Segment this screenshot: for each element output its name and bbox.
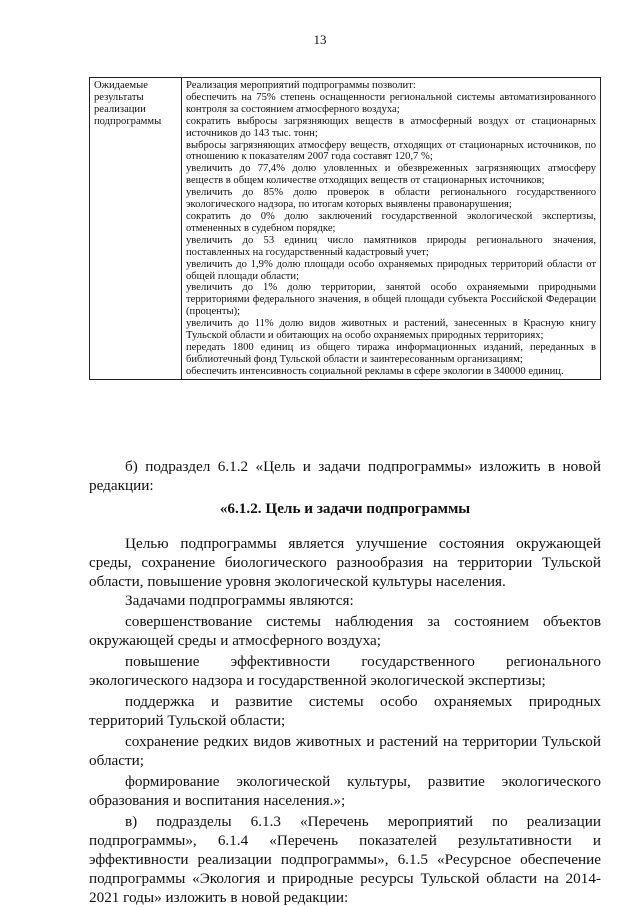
tasks-intro: Задачами подпрограммы являются: [125,592,354,609]
list-item: увеличить до 11% долю видов животных и растений, занесенных в Красную книгу Тульской области и обитающих на особо охраняемых природных территориях; [186,318,596,342]
list-item: выбросы загрязняющих атмосферу веществ, отходящих от стационарных источников, по отношению к показателям 2007 года составят 120,7 %; [186,139,596,163]
paragraph-v: в) подразделы 6.1.3 «Перечень мероприятий по реализации подпрограммы», 6.1.4 «Перечень показателей результативности и эффективности реализации подпрограммы», 6.1.5 «Ресурсное обеспечение подпрограммы «Экология и природные ресурсы Тульской области на 2014-2021 годы» изложить в новой редакции: [89,813,601,906]
list-item: сократить выбросы загрязняющих веществ в атмосферный воздух от стационарных источников до 143 тыс. тонн; [186,115,596,139]
section-heading: «6.1.2. Цель и задачи подпрограммы [219,500,471,517]
table-intro: Реализация мероприятий подпрограммы позволит: [186,80,416,91]
document-body [89,457,601,907]
list-item: передать 1800 единиц из общего тиража информационных изданий, переданных в библиотечный фонд Тульской области и заинтересованным организациям; [186,341,596,365]
list-item: обеспечить интенсивность социальной рекламы в сфере экологии в 340000 единиц. [186,365,564,377]
goal-paragraph: Целью подпрограммы является улучшение состояния окружающей среды, сохранение биологического разнообразия на территории Тульской области, повышение уровня экологической культуры населения. [89,535,601,590]
list-item: увеличить до 85% долю проверок в области регионального государственного экологического надзора, по итогам которых выявлены правонарушения; [186,187,596,211]
list-item: сократить до 0% долю заключений государственной экологической экспертизы, отмененных в судебном порядке; [186,210,596,234]
list-item: увеличить до 1,9% долю площади особо охраняемых природных территорий области от общей площади области; [186,258,596,282]
table-content-cell [182,78,601,380]
paragraph-b: б) подраздел 6.1.2 «Цель и задачи подпрограммы» изложить в новой редакции: [89,458,601,494]
task-item: формирование экологической культуры, развитие экологического образования и воспитания населения.»; [89,773,601,809]
list-item: увеличить до 1% долю территории, занятой особо охраняемыми природными территориями федерального значения, в общей площади субъекта Российской Федерации (проценты); [186,282,596,318]
expected-results-table [89,77,601,380]
table-row [90,78,601,380]
task-item: повышение эффективности государственного регионального экологического надзора и государственной экологической экспертизы; [89,653,601,689]
task-item: поддержка и развитие системы особо охраняемых природных территорий Тульской области; [89,693,601,729]
list-item: увеличить до 77,4% долю уловленных и обезвреженных загрязняющих атмосферу веществ в общем количестве отходящих веществ от стационарных источников; [186,163,596,187]
table-label-cell: Ожидаемые результаты реализации подпрограммы [90,78,182,380]
page-number: 13 [313,32,327,47]
task-item: сохранение редких видов животных и растений на территории Тульской области; [89,733,601,769]
list-item: обеспечить на 75% степень оснащенности региональной системы автоматизированного контроля за состоянием атмосферного воздуха; [186,91,596,115]
list-item: увеличить до 53 единиц число памятников природы регионального значения, поставленных на государственный кадастровый учет; [186,234,596,258]
task-item: совершенствование системы наблюдения за состоянием объектов окружающей среды и атмосферного воздуха; [89,613,601,649]
